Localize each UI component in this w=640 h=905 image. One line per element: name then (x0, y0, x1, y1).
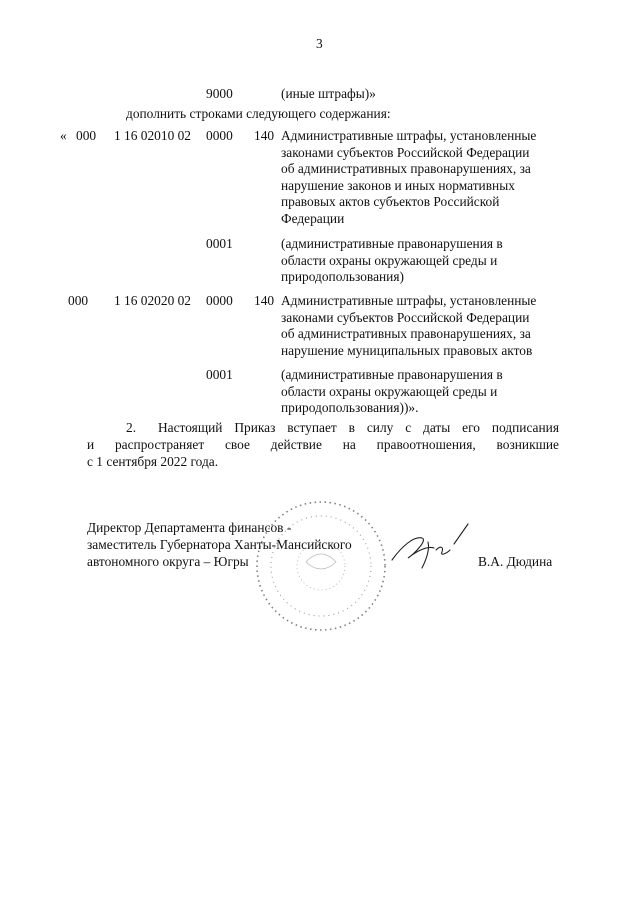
signer-name: В.А. Дюдина (478, 554, 553, 569)
code-9000: 9000 (206, 86, 233, 101)
admin-code: 000 (68, 293, 89, 308)
row-description: (административные правонарушения в области охраны окружающей среды и природопользования))». (281, 367, 503, 416)
prev-row-text: (иные штрафы)» (281, 86, 376, 101)
sub-code: 0000 (206, 128, 233, 143)
row-description: (административные правонарушения в области охраны окружающей среды и природопользования) (281, 236, 503, 285)
row-description: Административные штрафы, установленные законами субъектов Российской Федерации об административных правонарушениях, за нарушение муниципальных правовых актов (281, 293, 537, 358)
paragraph-number: 2. (126, 420, 137, 435)
signer-position-line: Директор Департамента финансов - (87, 520, 292, 535)
kbk-code: 1 16 02010 02 (114, 128, 191, 143)
sub-code: 0000 (206, 293, 233, 308)
insert-intro: дополнить строками следующего содержания: (126, 106, 391, 121)
page-number: 3 (316, 36, 323, 51)
paragraph-line-3: с 1 сентября 2022 года. (87, 454, 219, 469)
sub-code: 0001 (206, 367, 233, 382)
kosgu-code: 140 (254, 128, 275, 143)
signer-position-line: автономного округа – Югры (87, 554, 249, 569)
paragraph-line-1: Настоящий Приказ вступает в силу с даты его подписания (158, 420, 559, 435)
kbk-code: 1 16 02020 02 (114, 293, 191, 308)
row-description: Административные штрафы, установленные законами субъектов Российской Федерации об административных правонарушениях, за нарушение законов и иных нормативных правовых актов субъектов Российской Федерации (281, 128, 537, 226)
paragraph-line-2: и распространяет свое действие на правоотношения, возникшие (87, 437, 559, 452)
signer-position-line: заместитель Губернатора Ханты-Мансийского (87, 537, 352, 552)
opening-quote: « (60, 128, 67, 143)
handwritten-signature (384, 516, 474, 576)
sub-code: 0001 (206, 236, 233, 251)
kosgu-code: 140 (254, 293, 275, 308)
official-seal-stamp (246, 496, 396, 636)
admin-code: 000 (76, 128, 97, 143)
